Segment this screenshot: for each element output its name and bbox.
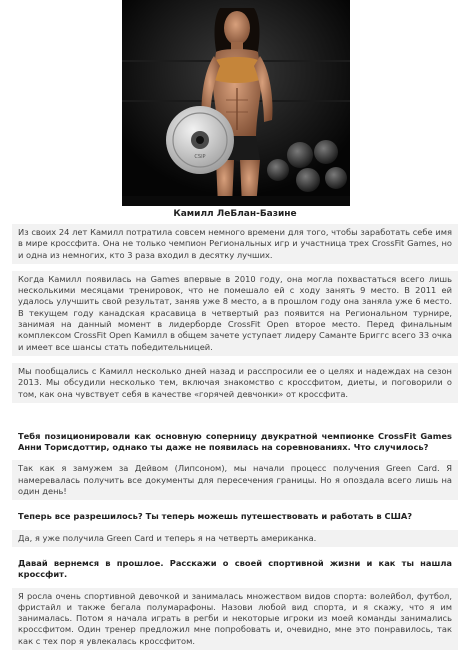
interview-question-1: Тебя позиционировали как основную соперницу двукратной чемпионке CrossFit Games Анни Торисдоттир, однако ты даже не появилась на соревнованиях. Что случилось? <box>12 429 458 456</box>
interview-question-2: Теперь все разрешилось? Ты теперь можешь путешествовать и работать в США? <box>12 509 458 524</box>
athlete-photo <box>122 0 350 206</box>
interview-answer-3: Я росла очень спортивной девочкой и занималась множеством видов спорта: волейбол, футбол, фристайл и также бегала полумарафоны. Назови любой вид спорта, и я скажу, что я им занималась. Потом я начала играть в регби и некоторые игроки из моей команды занимались кроссфитом. Один тренер предложил мне попробовать и, очевидно, мне это понравилось, так как с тех пор я увлекалась кроссфитом. <box>12 588 458 650</box>
article-body <box>0 224 470 650</box>
interview-answer-1: Так как я замужем за Дейвом (Липсоном), мы начали процесс получения Green Card. Я намеревалась получить все документы для пересечения границы. Но я опоздала всего лишь на один день! <box>12 460 458 500</box>
intro-paragraph-3: Мы пообщались с Камилл несколько дней назад и расспросили ее о целях и надеждах на сезон 2013. Мы обсудили несколько тем, включая знакомство с кроссфитом, диеты, и поговорили о том, как она чувствует себя в качестве «горячей девчонки» от кроссфита. <box>12 363 458 403</box>
intro-paragraph-1: Из своих 24 лет Камилл потратила совсем немного времени для того, чтобы заработать себе имя в мире кроссфита. Она не только чемпион Региональных игр и участница трех CrossFit Games, но и одна из немногих, кто 3 раза входил в десятку лучших. <box>12 224 458 264</box>
interview-answer-2: Да, я уже получила Green Card и теперь я на четверть американка. <box>12 530 458 547</box>
photo-illustration <box>122 0 350 206</box>
photo-caption: Камилл ЛеБлан-Базине <box>173 209 297 219</box>
plate-label: CSIP <box>194 154 206 160</box>
intro-paragraph-2: Когда Камилл появилась на Games впервые в 2010 году, она могла похвастаться всего лишь несколькими месяцами тренировок, что не помешало ей с ходу занять 9 место. В 2011 ей удалось улучшить свой результат, заняв уже 8 место, а в прошлом году она заняла уже 6 место. В текущем году канадская красавица в четвертый раз появится на Региональном турнире, занимая на данный момент в лидерборде CrossFit Open второе место. Перед финальным комплексом CrossFit Open Камилл в общем зачете уступает лидеру Саманте Бриггс всего 33 очка и имеет все шансы стать победительницей. <box>12 271 458 356</box>
interview-question-3: Давай вернемся в прошлое. Расскажи о своей спортивной жизни и как ты нашла кроссфит. <box>12 556 458 583</box>
